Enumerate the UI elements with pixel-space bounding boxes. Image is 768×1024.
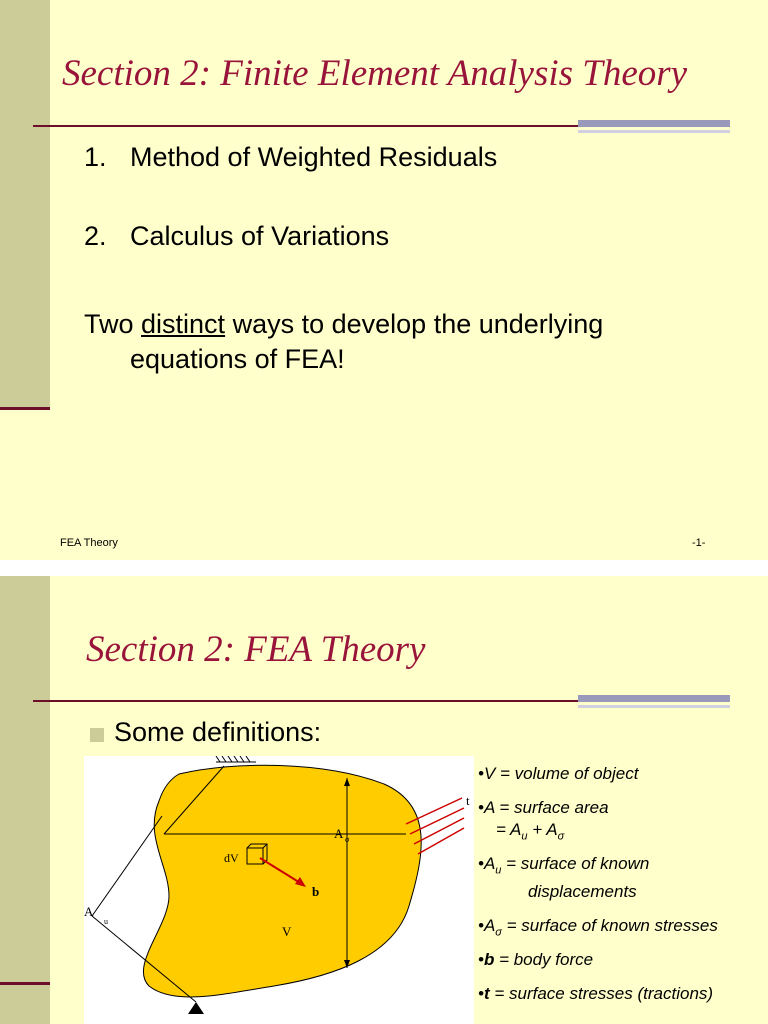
- slide-title: Section 2: Finite Element Analysis Theory: [62, 53, 688, 94]
- left-rule: [0, 407, 50, 410]
- def-surface-area: •A = surface area: [478, 798, 609, 817]
- title-divider: [33, 125, 578, 127]
- def-asigma: $•A_\sigma$ = surface of known stresses: [478, 916, 718, 939]
- label-a-sigma-sub: σ: [345, 835, 350, 844]
- label-v: V: [282, 924, 292, 939]
- title-divider-accent-light: [578, 705, 730, 708]
- def-au: $•A_u$ = surface of known: [478, 854, 650, 877]
- note-paragraph: Two distinct ways to develop the underlying equations of FEA!: [84, 309, 604, 374]
- def-tractions: •t = surface stresses (tractions): [478, 984, 714, 1004]
- label-b: b: [312, 884, 320, 899]
- title-divider-accent: [578, 120, 730, 127]
- slide-2: [0, 576, 768, 1024]
- label-a-u-sub: u: [104, 917, 108, 926]
- footer-left: FEA Theory: [60, 537, 118, 549]
- title-divider-accent: [578, 695, 730, 702]
- def-body-force: •b = body force: [478, 950, 594, 970]
- slide-title: Section 2: FEA Theory: [86, 629, 426, 670]
- square-bullet-icon: [90, 728, 104, 742]
- slide-gap: [0, 560, 768, 576]
- footer-page-number: -1-: [692, 537, 706, 549]
- def-au-line2: displacements: [528, 882, 637, 902]
- def-volume: •V = volume of object: [478, 764, 639, 783]
- definitions-list: [478, 763, 718, 1005]
- label-t: t: [466, 793, 470, 808]
- title-divider: [33, 700, 578, 702]
- label-a-u: A: [84, 904, 94, 919]
- label-dv: dV: [224, 851, 239, 865]
- continuum-body-figure: [84, 756, 474, 1024]
- left-accent-bar: [0, 576, 50, 1024]
- left-accent-bar: [0, 0, 50, 408]
- left-rule: [0, 982, 50, 985]
- title-divider-accent-light: [578, 130, 730, 133]
- list-item-2: 2. Calculus of Variations: [84, 221, 390, 251]
- bullet-text: Some definitions:: [114, 717, 322, 747]
- def-surface-area-eq: = $A_u + A_\sigma$: [496, 820, 565, 843]
- list-item-1: 1. Method of Weighted Residuals: [84, 142, 498, 172]
- label-a-sigma: A: [334, 826, 344, 841]
